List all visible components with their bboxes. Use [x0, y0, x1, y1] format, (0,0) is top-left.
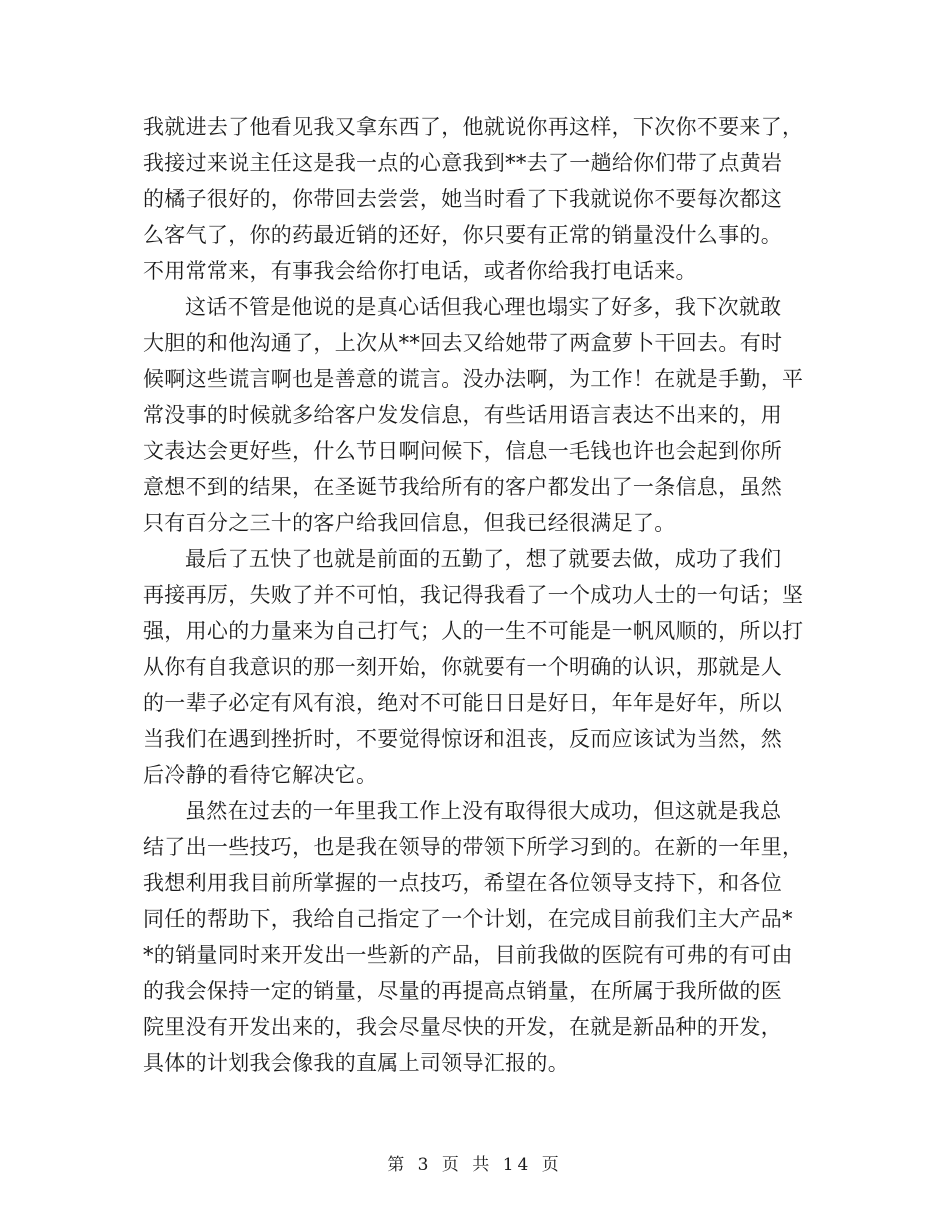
- text-line: 同任的帮助下，我给自己指定了一个计划，在完成目前我们主大产品*: [143, 907, 793, 931]
- text-line: 的橘子很好的，你带回去尝尝，她当时看了下我就说你不要每次都这: [143, 187, 782, 211]
- text-line: 我想利用我目前所掌握的一点技巧，希望在各位领导支持下，和各位: [143, 871, 782, 895]
- text-line: 当我们在遇到挫折时，不要觉得惊讶和沮丧，反而应该试为当然，然: [143, 727, 782, 751]
- text-line: 具体的计划我会像我的直属上司领导汇报的。: [143, 1051, 569, 1075]
- text-line: 我接过来说主任这是我一点的心意我到**去了一趟给你们带了点黄岩: [143, 151, 783, 175]
- text-line: 文表达会更好些，什么节日啊问候下，信息一毛钱也许也会起到你所: [143, 439, 782, 463]
- text-line: 我就进去了他看见我又拿东西了，他就说你再这样，下次你不要来了，: [143, 115, 804, 139]
- paragraph-start-line: 虽然在过去的一年里我工作上没有取得很大成功，但这就是我总: [185, 799, 782, 823]
- text-line: 后冷静的看待它解决它。: [143, 763, 378, 787]
- text-line: 常没事的时候就多给客户发发信息，有些话用语言表达不出来的，用: [143, 403, 782, 427]
- paragraph-start-line: 这话不管是他说的是真心话但我心理也塌实了好多，我下次就敢: [185, 295, 782, 319]
- text-line: *的销量同时来开发出一些新的产品，目前我做的医院有可弗的有可由: [143, 943, 793, 967]
- text-line: 意想不到的结果，在圣诞节我给所有的客户都发出了一条信息，虽然: [143, 475, 782, 499]
- text-line: 只有百分之三十的客户给我回信息，但我已经很满足了。: [143, 511, 676, 535]
- text-line: 结了出一些技巧，也是我在领导的带领下所学习到的。在新的一年里，: [143, 835, 804, 859]
- text-line: 的一辈子必定有风有浪，绝对不可能日日是好日，年年是好年，所以: [143, 691, 782, 715]
- text-line: 候啊这些谎言啊也是善意的谎言。没办法啊，为工作！在就是手勤，平: [143, 367, 804, 391]
- text-line: 从你有自我意识的那一刻开始，你就要有一个明确的认识，那就是人: [143, 655, 782, 679]
- text-line: 的我会保持一定的销量，尽量的再提高点销量，在所属于我所做的医: [143, 979, 782, 1003]
- text-line: 不用常常来，有事我会给你打电话，或者你给我打电话来。: [143, 259, 697, 283]
- text-line: 院里没有开发出来的，我会尽量尽快的开发，在就是新品种的开发，: [143, 1015, 782, 1039]
- paragraph-start-line: 最后了五快了也就是前面的五勤了，想了就要去做，成功了我们: [185, 547, 782, 571]
- text-line: 大胆的和他沟通了，上次从**回去又给她带了两盒萝卜干回去。有时: [143, 331, 783, 355]
- text-line: 么客气了，你的药最近销的还好，你只要有正常的销量没什么事的。: [143, 223, 782, 247]
- text-line: 强，用心的力量来为自己打气；人的一生不可能是一帆风顺的，所以打: [143, 619, 804, 643]
- page-number-footer: 第 3 页 共 14 页: [387, 1155, 563, 1175]
- text-line: 再接再厉，失败了并不可怕，我记得我看了一个成功人士的一句话；坚: [143, 583, 804, 607]
